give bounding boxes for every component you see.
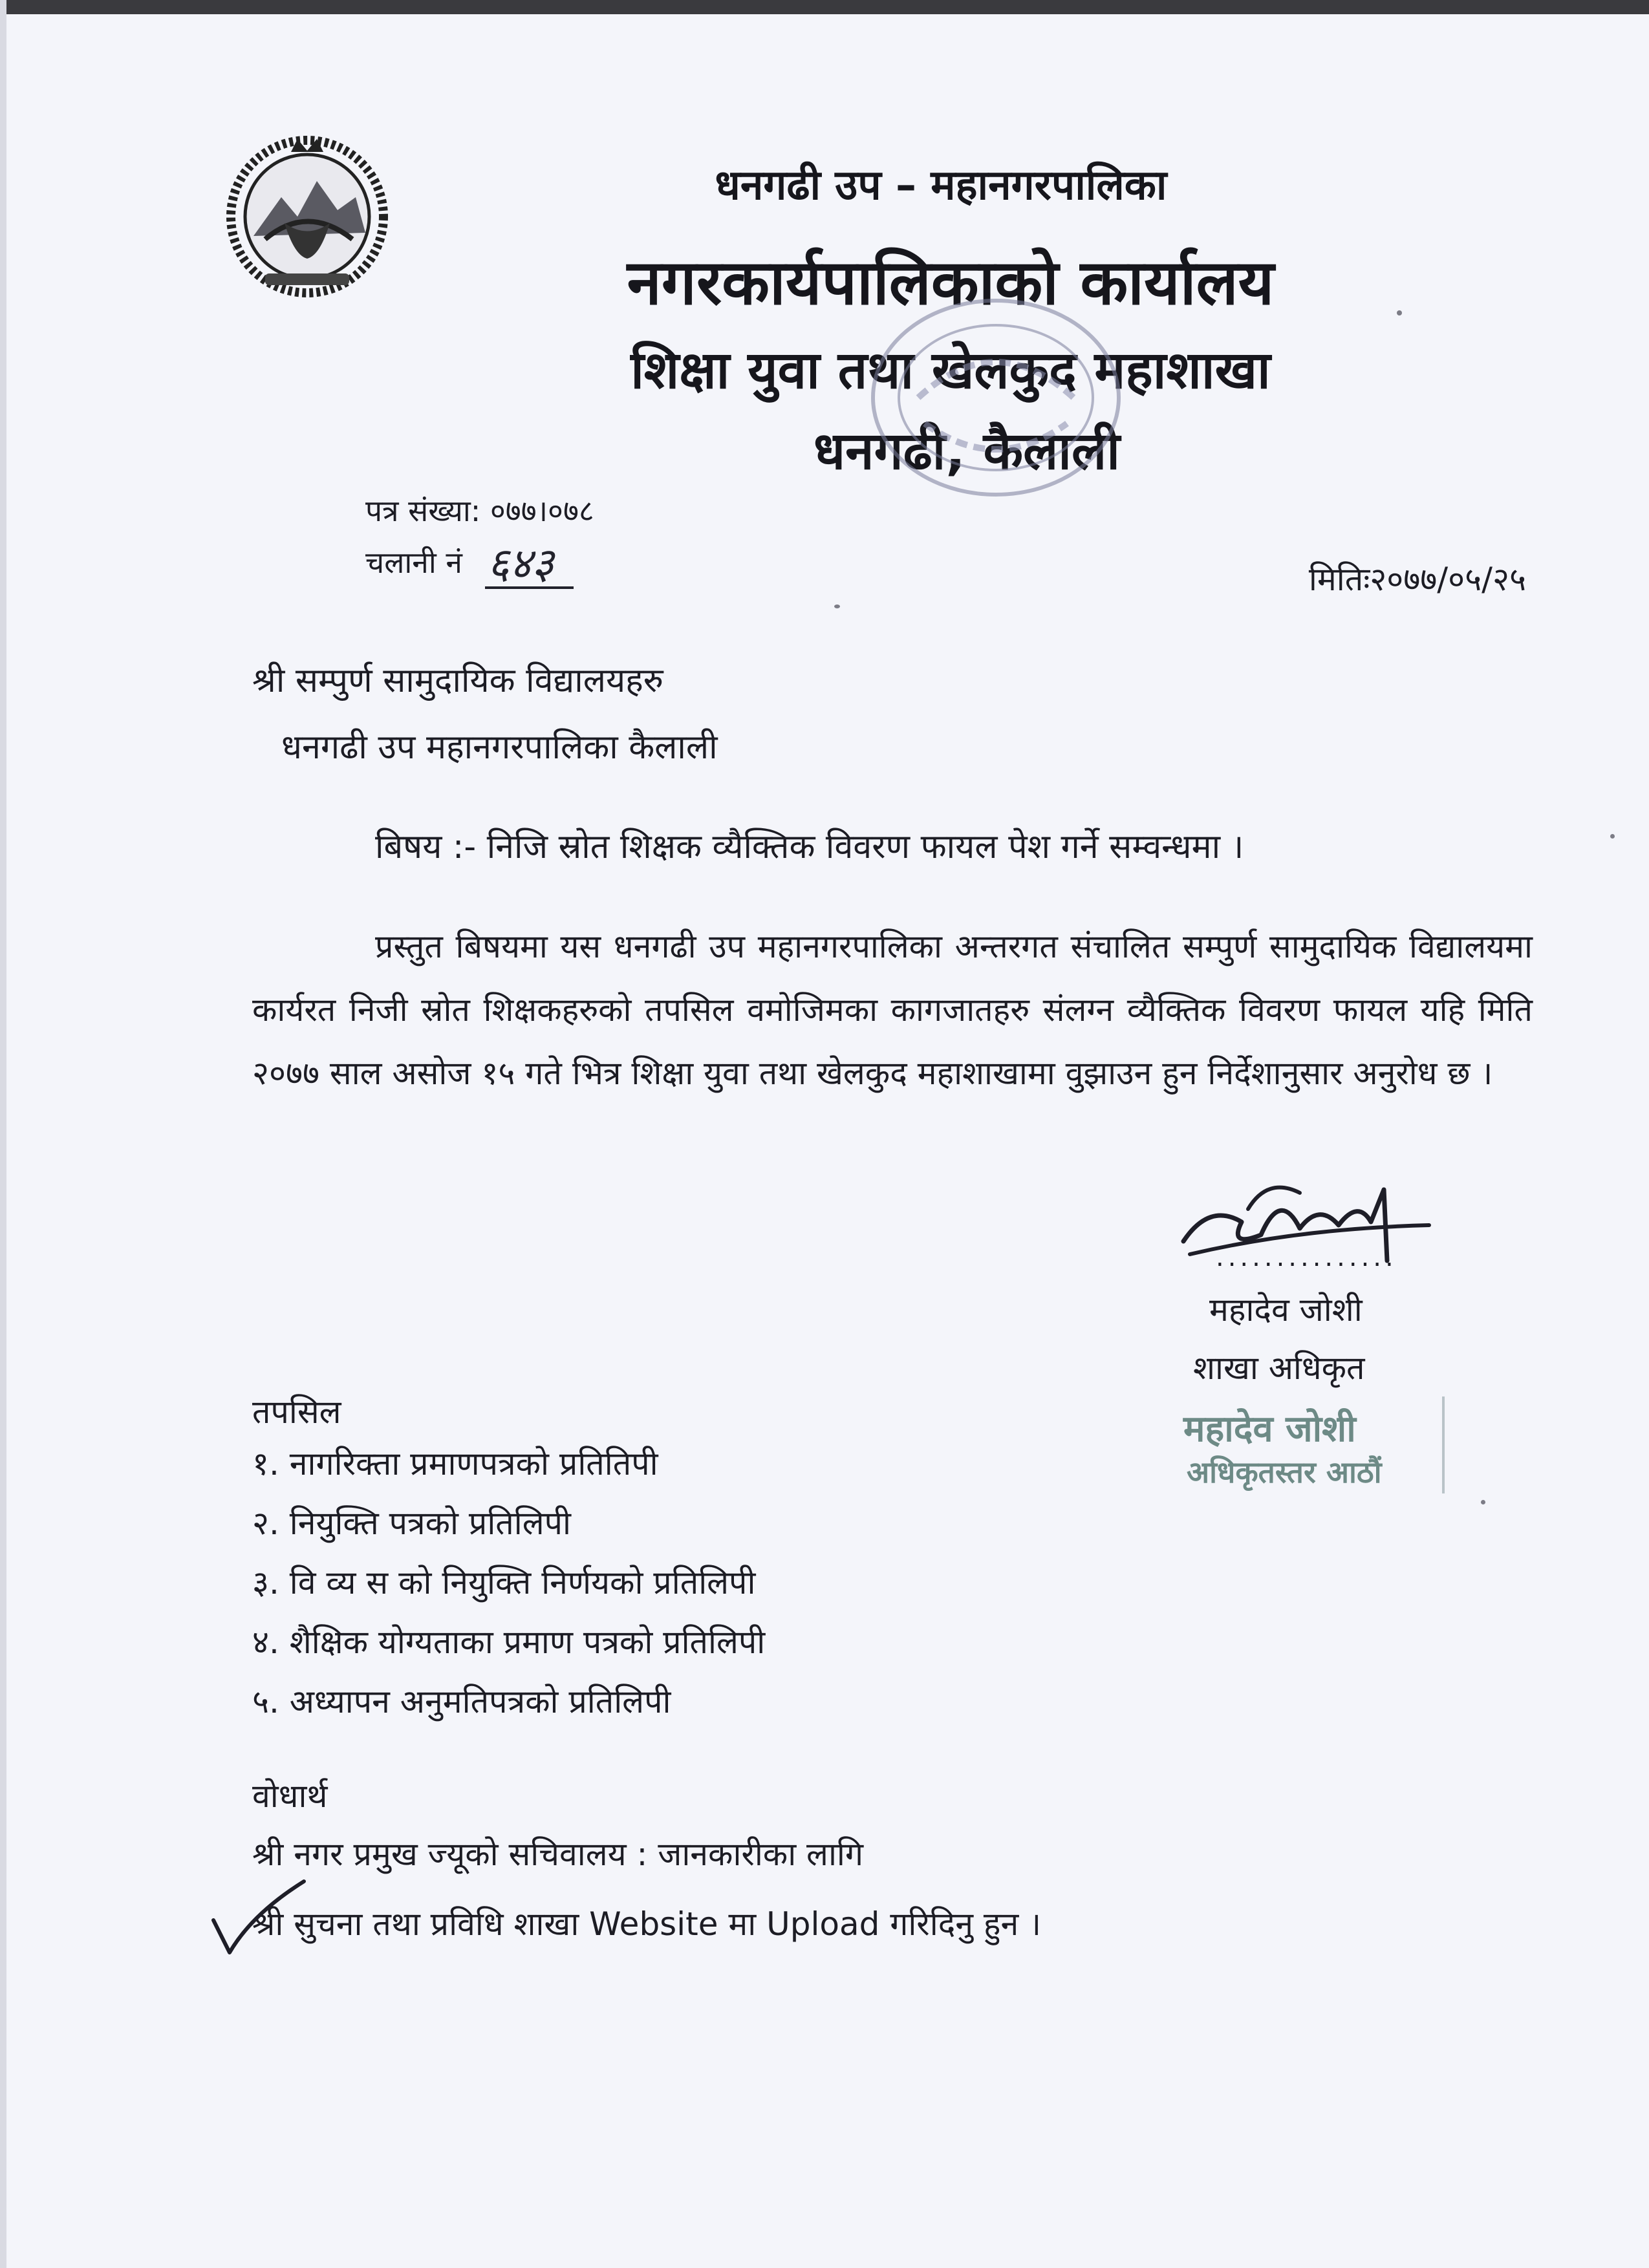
bodhartha-title: वोधार्थ: [252, 1777, 328, 1815]
bodhartha-line-2: श्री सुचना तथा प्रविधि शाखा Website मा Upload गरिदिनु हुन ।: [252, 1905, 1042, 1943]
office-seal-stamp-icon: [860, 288, 1132, 508]
reference-number: पत्र संख्या: ०७७।०७८: [365, 493, 594, 528]
bodhartha-line-1: श्री नगर प्रमुख ज्यूको सचिवालय : जानकारीका लागि: [252, 1835, 863, 1873]
signature-dots: ...............: [1216, 1243, 1397, 1272]
dispatch-label: चलानी नं: [365, 545, 462, 580]
stamp-grade: अधिकृतस्तर आठौं: [1187, 1455, 1382, 1490]
list-item: ५. अध्यापन अनुमतिपत्रको प्रतिलिपी: [252, 1683, 671, 1720]
scan-speck: [1397, 310, 1402, 316]
tapasil-title: तपसिल: [252, 1393, 341, 1431]
header-municipality: धनगढी उप – महानगरपालिका: [715, 162, 1167, 209]
dispatch-number-row: [365, 539, 574, 589]
list-item: ३. वि व्य स को नियुक्ति निर्णयको प्रतिलिपी: [252, 1564, 756, 1601]
recipient-line-1: श्री सम्पुर्ण सामुदायिक विद्यालयहरु: [252, 661, 663, 700]
handwritten-tick-icon: [207, 1875, 310, 1965]
letter-body: प्रस्तुत बिषयमा यस धनगढी उप महानगरपालिका अन्तरगत संचालित सम्पुर्ण सामुदायिक विद्यालयमा कार्यरत निजी स्रोत शिक्षकहरुको तपसिल वमोजिमका कागजातहरु संलग्न व्यैक्तिक विवरण फायल यहि मिति २०७७ साल असोज १५ गते भित्र शिक्षा युवा तथा खेलकुद महाशाखामा वुझाउन हुन निर्देशानुसार अनुरोध छ ।: [252, 928, 1533, 1092]
letter-subject: बिषय :- निजि स्रोत शिक्षक व्यैक्तिक विवरण फायल पेश गर्ने सम्वन्धमा ।: [375, 828, 1244, 866]
header-division: शिक्षा युवा तथा खेलकुद महाशाखा: [630, 340, 1271, 400]
stamp-border: [1442, 1396, 1445, 1493]
scan-speck: [834, 604, 840, 608]
scan-speck: [1481, 1500, 1485, 1504]
header-location: धनगढी, कैलाली: [813, 421, 1120, 481]
list-item: ४. शैक्षिक योग्यताका प्रमाण पत्रको प्रतिलिपी: [252, 1623, 766, 1661]
tapasil-list: [252, 1440, 765, 1738]
list-item: २. नियुक्ति पत्रको प्रतिलिपी: [252, 1504, 571, 1542]
stamp-name: महादेव जोशी: [1183, 1408, 1356, 1450]
list-item: १. नागरिक्ता प्रमाणपत्रको प्रतितिपी: [252, 1445, 658, 1482]
scan-speck: [1610, 834, 1615, 839]
recipient-line-2: धनगढी उप महानगरपालिका कैलाली: [281, 728, 718, 767]
signer-name: महादेव जोशी: [1209, 1291, 1363, 1329]
signer-title: शाखा अधिकृत: [1193, 1349, 1365, 1387]
scan-top-edge: [0, 0, 1649, 14]
header-office: नगरकार्यपालिकाको कार्यालय: [627, 246, 1275, 319]
letter-date: मितिः२०७७/०५/२५: [1308, 561, 1526, 598]
dispatch-number-handwritten: ६४३: [485, 542, 574, 589]
